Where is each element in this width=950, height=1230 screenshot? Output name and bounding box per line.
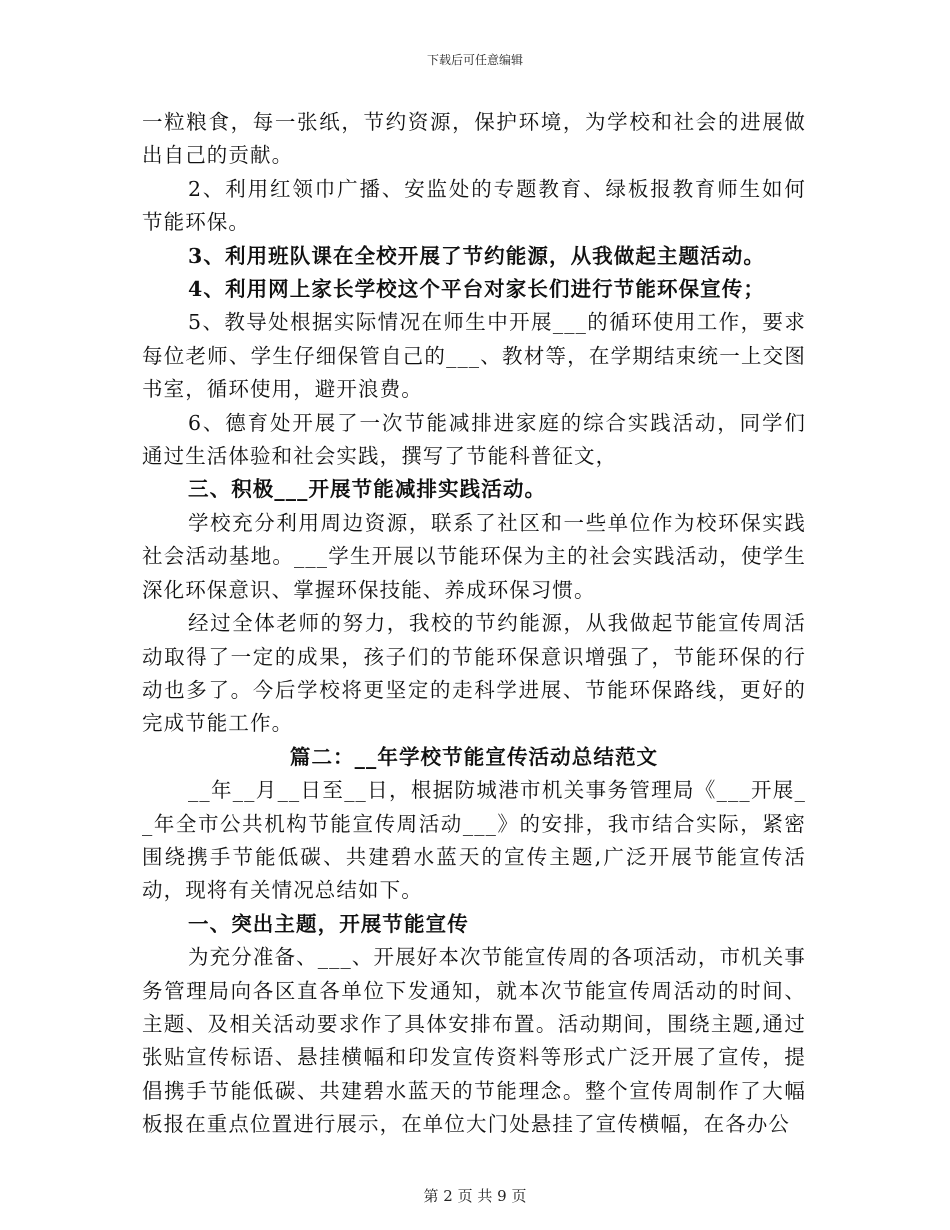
paragraph-item-3: 3、利用班队课在全校开展了节约能源，从我做起主题活动。: [188, 243, 765, 268]
paragraph-item-5: 5、教导处根据实际情况在师生中开展___的循环使用工作，要求每位老师、学生仔细保管自己的___、教材等，在学期结束统一上交图书室，循环使用，避开浪费。: [142, 310, 806, 402]
paragraph-practice-bases: 学校充分利用周边资源，联系了社区和一些单位作为校环保实践社会活动基地。___学生开展以节能环保为主的社会实践活动，使学生深化环保意识、掌握环保技能、养成环保习惯。: [142, 510, 806, 602]
section-heading-3: 三、积极___开展节能减排实践活动。: [188, 477, 547, 502]
paragraph-item-6: 6、德育处开展了一次节能减排进家庭的综合实践活动，同学们通过生活体验和社会实践，撰写了节能科普征文，: [142, 410, 806, 469]
paragraph-results: 经过全体老师的努力，我校的节约能源，从我做起节能宣传周活动取得了一定的成果，孩子们的节能环保意识增强了，节能环保的行动也多了。今后学校将更坚定的走科学进展、节能环保路线，更好的完成节能工作。: [142, 611, 806, 736]
page-footer: 第 2 页 共 9 页: [423, 1187, 527, 1205]
section-heading-1: 一、突出主题，开展节能宣传: [188, 911, 469, 936]
paragraph-item-2: 2、利用红领巾广播、安监处的专题教育、绿板报教育师生如何节能环保。: [142, 176, 806, 235]
paragraph-item-4: 4、利用网上家长学校这个平台对家长们进行节能环保宣传；: [188, 277, 765, 302]
document-body: [142, 106, 806, 1142]
page-header: 下载后可任意编辑: [426, 53, 523, 67]
paragraph-intro: __年__月__日至__日，根据防城港市机关事务管理局《___开展__年全市公共机构节能宣传周活动___》的安排，我市结合实际，紧密围绕携手节能低碳、共建碧水蓝天的宣传主题,广泛开展节能宣传活动，现将有关情况总结如下。: [142, 778, 806, 903]
article-title-part-two: 篇二：__年学校节能宣传活动总结范文: [289, 744, 659, 769]
paragraph-continuation: 一粒粮食，每一张纸，节约资源，保护环境，为学校和社会的进展做出自己的贡献。: [142, 110, 806, 168]
paragraph-preparation: 为充分准备、___、开展好本次节能宣传周的各项活动，市机关事务管理局向各区直各单位下发通知，就本次节能宣传周活动的时间、主题、及相关活动要求作了具体安排布置。活动期间，围绕主题,通过张贴宣传标语、悬挂横幅和印发宣传资料等形式广泛开展了宣传，提倡携手节能低碳、共建碧水蓝天的节能理念。整个宣传周制作了大幅板报在重点位置进行展示，在单位大门处悬挂了宣传横幅，在各办公: [142, 945, 806, 1137]
